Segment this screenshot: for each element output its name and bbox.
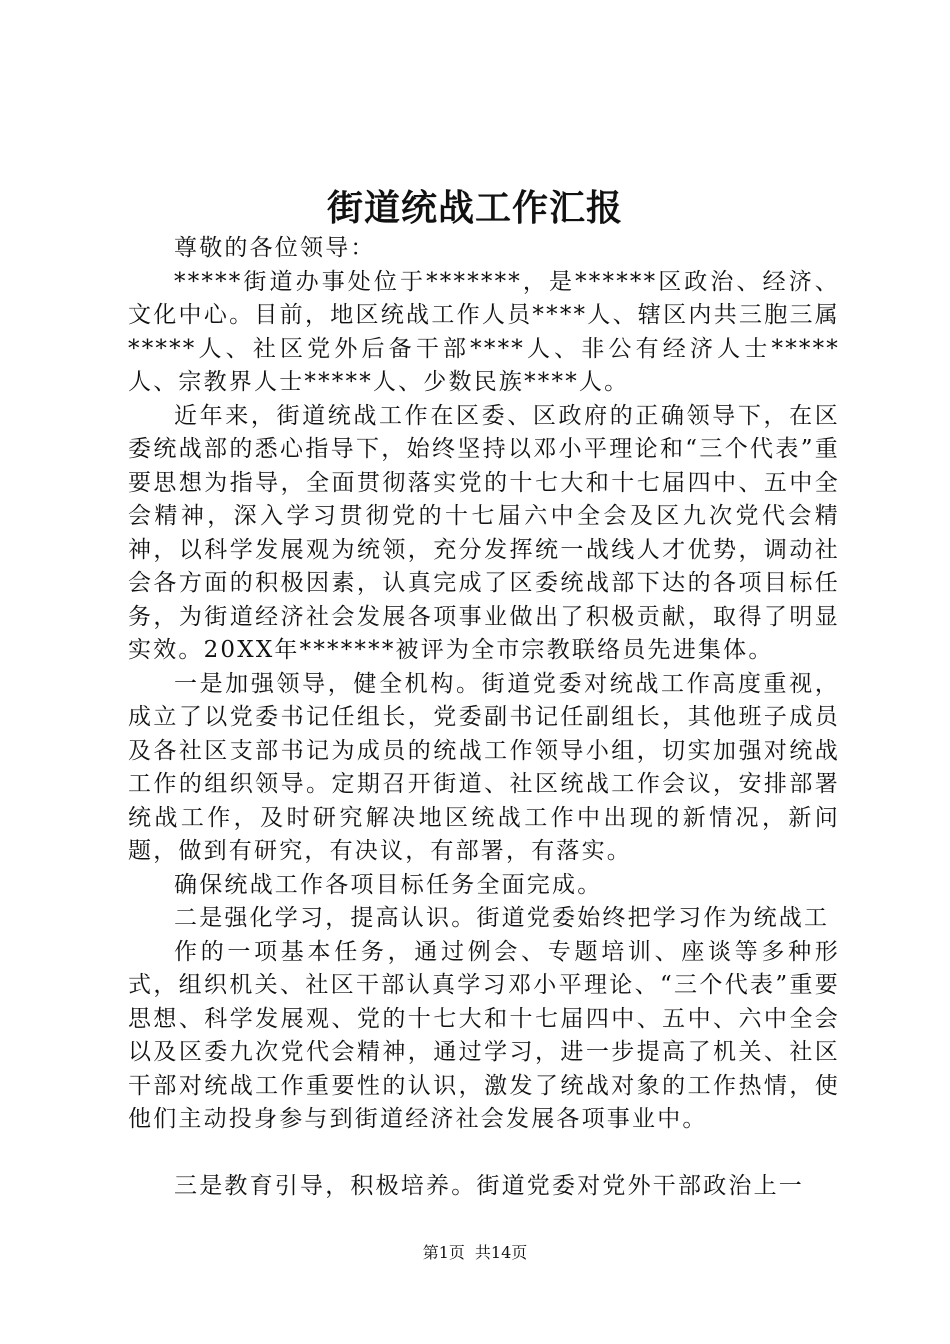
paragraph-education: 三是教育引导，积极培养。街道党委对党外干部政治上一	[174, 1172, 804, 1199]
paragraph-achievements: 近年来，街道统战工作在区委、区政府的正确领导下，在区委统战部的悉心指导下，始终坚持以邓小平理论和“三个代表”重要思想为指导，全面贯彻落实党的十七大和十七届四中、五中全会精神，深入学习贯彻党的十七届六中全会及区九次党代会精神，以科学发展观为统领，充分发挥统一战线人才优势，调动社会各方面的积极因素，认真完成了区委统战部下达的各项目标任务，为街道经济社会发展各项事业做出了积极贡献，取得了明显实效。20XX年*******被评为全市宗教联络员先进集体。	[128, 402, 840, 663]
page-title: 街道统战工作汇报	[326, 187, 623, 229]
paragraph-overview: *****街道办事处位于*******，是******区政治、经济、文化中心。目前，地区统战工作人员****人、辖区内共三胞三属*****人、社区党外后备干部****人、非公有经济人士*****人、宗教界人士*****人、少数民族****人。	[128, 268, 840, 395]
page-number: 第1页	[422, 1243, 465, 1262]
paragraph-salutation: 尊敬的各位领导：	[174, 235, 376, 261]
page-footer	[0, 1241, 950, 1265]
paragraph-goal: 确保统战工作各项目标任务全面完成。	[174, 871, 603, 898]
paragraph-leadership: 一是加强领导，健全机构。街道党委对统战工作高度重视，成立了以党委书记任组长，党委副书记任副组长，其他班子成员及各社区支部书记为成员的统战工作领导小组，切实加强对统战工作的组织领导。定期召开街道、社区统战工作会议，安排部署统战工作，及时研究解决地区统战工作中出现的新情况，新问题，做到有研究，有决议，有部署，有落实。	[128, 670, 840, 864]
paragraph-study-heading: 二是强化学习，提高认识。街道党委始终把学习作为统战工	[174, 905, 830, 931]
page-total: 共14页	[474, 1243, 528, 1262]
paragraph-study-body: 作的一项基本任务，通过例会、专题培训、座谈等多种形式，组织机关、社区干部认真学习邓小平理论、“三个代表”重要思想、科学发展观、党的十七大和十七届四中、五中、六中全会以及区委九次党代会精神，通过学习，进一步提高了机关、社区干部对统战工作重要性的认识，激发了统战对象的工作热情，使他们主动投身参与到街道经济社会发展各项事业中。	[128, 938, 840, 1132]
document-body	[128, 232, 840, 1203]
